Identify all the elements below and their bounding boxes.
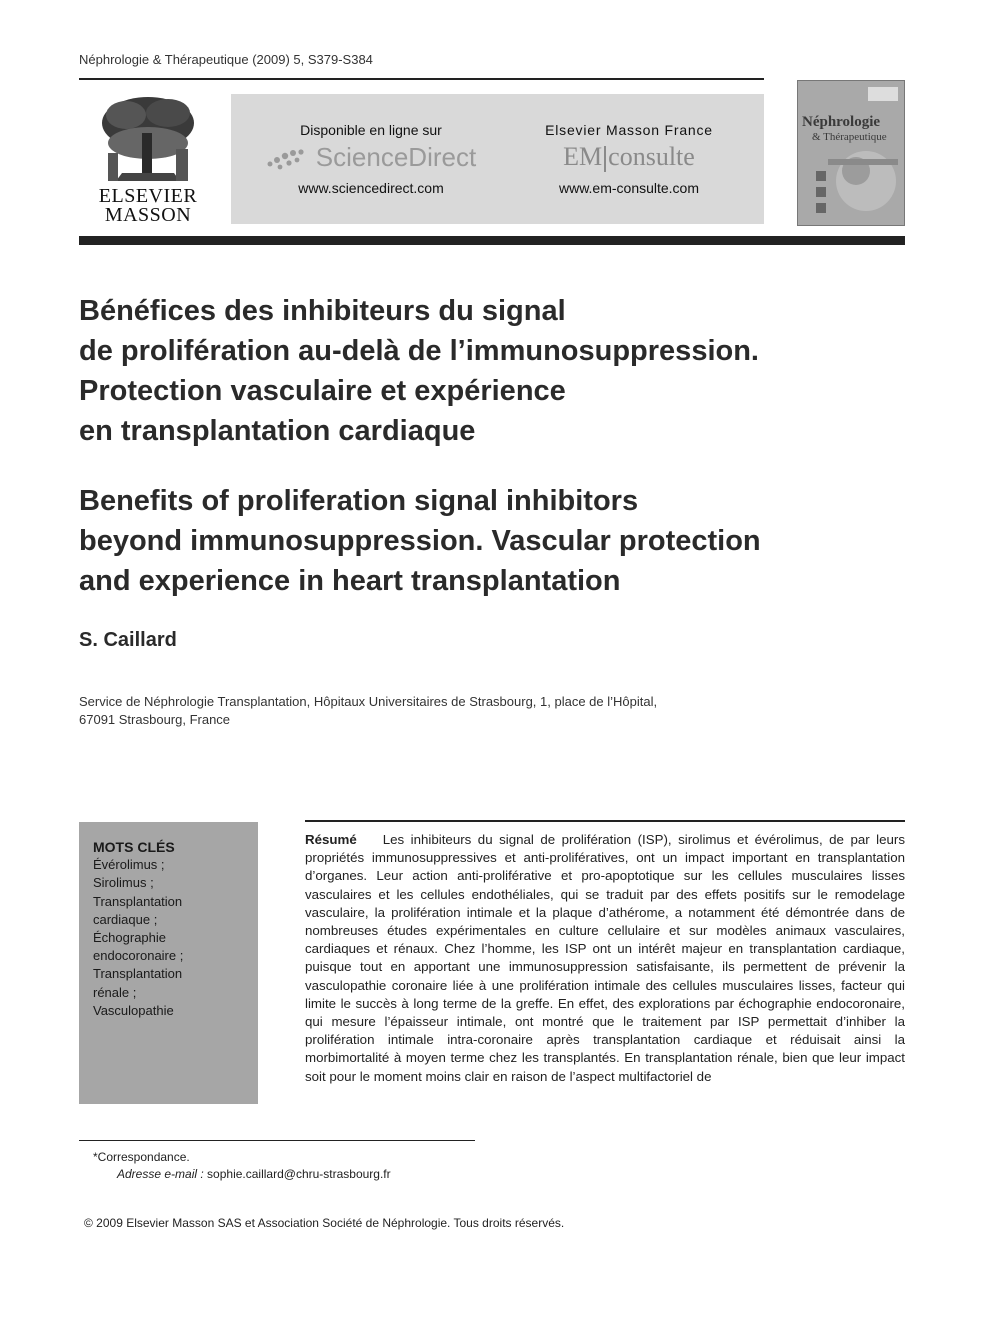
affiliation-line: 67091 Strasbourg, France [79, 712, 231, 727]
sciencedirect-dots-icon [266, 148, 310, 170]
cover-title: Néphrologie [802, 114, 881, 130]
keyword-item: Échographie [93, 930, 166, 946]
availability-banner [231, 94, 764, 224]
header-thick-rule [79, 236, 905, 245]
title-fr-line: en transplantation cardiaque [79, 415, 476, 447]
emconsulte-logo-consulte: consulte [608, 142, 695, 171]
keyword-item: Sirolimus ; [93, 875, 154, 891]
journal-reference: Néphrologie & Thérapeutique (2009) 5, S379-S384 [79, 52, 373, 67]
keyword-item: endocoronaire ; [93, 948, 184, 964]
sciencedirect-block [251, 122, 491, 196]
title-en-line: and experience in heart transplantation [79, 565, 621, 597]
title-fr-line: de prolifération au-delà de l’immunosuppression. [79, 335, 759, 367]
header-rule [79, 78, 764, 80]
email-address[interactable]: sophie.caillard@chru-strasbourg.fr [207, 1167, 391, 1181]
emconsulte-url[interactable]: www.em-consulte.com [558, 180, 700, 196]
email-line [117, 1167, 391, 1181]
emconsulte-logo [509, 142, 749, 172]
emconsulte-logo-em: EM [563, 142, 603, 171]
cover-art-icon [798, 81, 905, 226]
keyword-item: Vasculopathie [93, 1002, 174, 1018]
title-french [79, 291, 909, 451]
affiliation [79, 693, 799, 729]
keyword-item: cardiaque ; [93, 911, 158, 927]
emconsulte-heading: Elsevier Masson France [545, 122, 713, 138]
wordmark-line1: ELSEVIER [98, 185, 198, 207]
correspondence-note: *Correspondance. [93, 1150, 190, 1164]
wordmark-line2: MASSON [104, 204, 192, 226]
keywords-heading: MOTS CLÉS [93, 839, 175, 855]
cover-subtitle: & Thérapeutique [812, 131, 887, 143]
sciencedirect-url[interactable]: www.sciencedirect.com [298, 180, 444, 196]
title-en-line: Benefits of proliferation signal inhibitors [79, 485, 639, 517]
abstract-label: Résumé [305, 832, 357, 847]
title-english [79, 481, 909, 601]
copyright-notice: © 2009 Elsevier Masson SAS et Association Société de Néphrologie. Tous droits réservés. [84, 1216, 565, 1230]
footnote-rule [79, 1140, 475, 1141]
title-fr-line: Bénéfices des inhibiteurs du signal [79, 295, 566, 327]
title-en-line: beyond immunosuppression. Vascular protection [79, 525, 761, 557]
emconsulte-block [509, 122, 749, 196]
keyword-item: Transplantation [93, 966, 183, 982]
sciencedirect-heading: Disponible en ligne sur [300, 122, 442, 138]
journal-cover-thumbnail [797, 80, 905, 226]
keyword-item: Transplantation [93, 893, 183, 909]
abstract [305, 831, 905, 1086]
keyword-item: Évérolimus ; [93, 857, 165, 873]
email-label: Adresse e-mail : [117, 1167, 204, 1181]
abstract-rule [305, 820, 905, 822]
affiliation-line: Service de Néphrologie Transplantation, Hôpitaux Universitaires de Strasbourg, 1, place de l’Hôpital, [79, 694, 658, 709]
keyword-item: rénale ; [93, 984, 137, 1000]
elsevier-masson-wordmark [79, 187, 217, 225]
sciencedirect-logo-text: ScienceDirect [315, 142, 477, 172]
sciencedirect-logo [251, 142, 491, 172]
keywords-box [79, 822, 258, 1104]
abstract-text: Les inhibiteurs du signal de prolifération (ISP), sirolimus et évérolimus, de par leurs propriétés immunosuppressives et anti-prolifératives, ont un impact important en transplantation d’organes. Leur action anti-proliférative et pro-apoptotique sur les cellules musculaires lisses vasculaires et les cellules endothéliales, qui se traduit par des effets positifs sur le remodelage vasculaire, la prolifération intimale et la plaque d’athérome, a notamment été démontrée dans de nombreuses études expérimentales en culture cellulaire et sur modèles animaux vasculaires, cardiaques et rénaux. Chez l’homme, les ISP ont un intérêt majeur en transplantation cardiaque, puisque tout en apportant une immunosuppression satisfaisante, ils permettent de prévenir la vasculopathie coronaire liée à une prolifération intimale des cellules musculaires lisses, facteur qui limite le succès à long terme de la greffe. En effet, des explorations par échographie endocoronaire, qui mesure l’épaisseur intimale, ont montré que le traitement par ISP permettait d’inhiber la prolifération intimale intra-coronaire après transplantation cardiaque et réduisait ainsi la morbimortalité à moyen terme chez les transplantés. En transplantation rénale, bien que leur impact soit pour le moment moins clair en raison de l’aspect multifactoriel de [305, 832, 905, 1084]
author-name: S. Caillard [79, 629, 177, 651]
title-fr-line: Protection vasculaire et expérience [79, 375, 566, 407]
